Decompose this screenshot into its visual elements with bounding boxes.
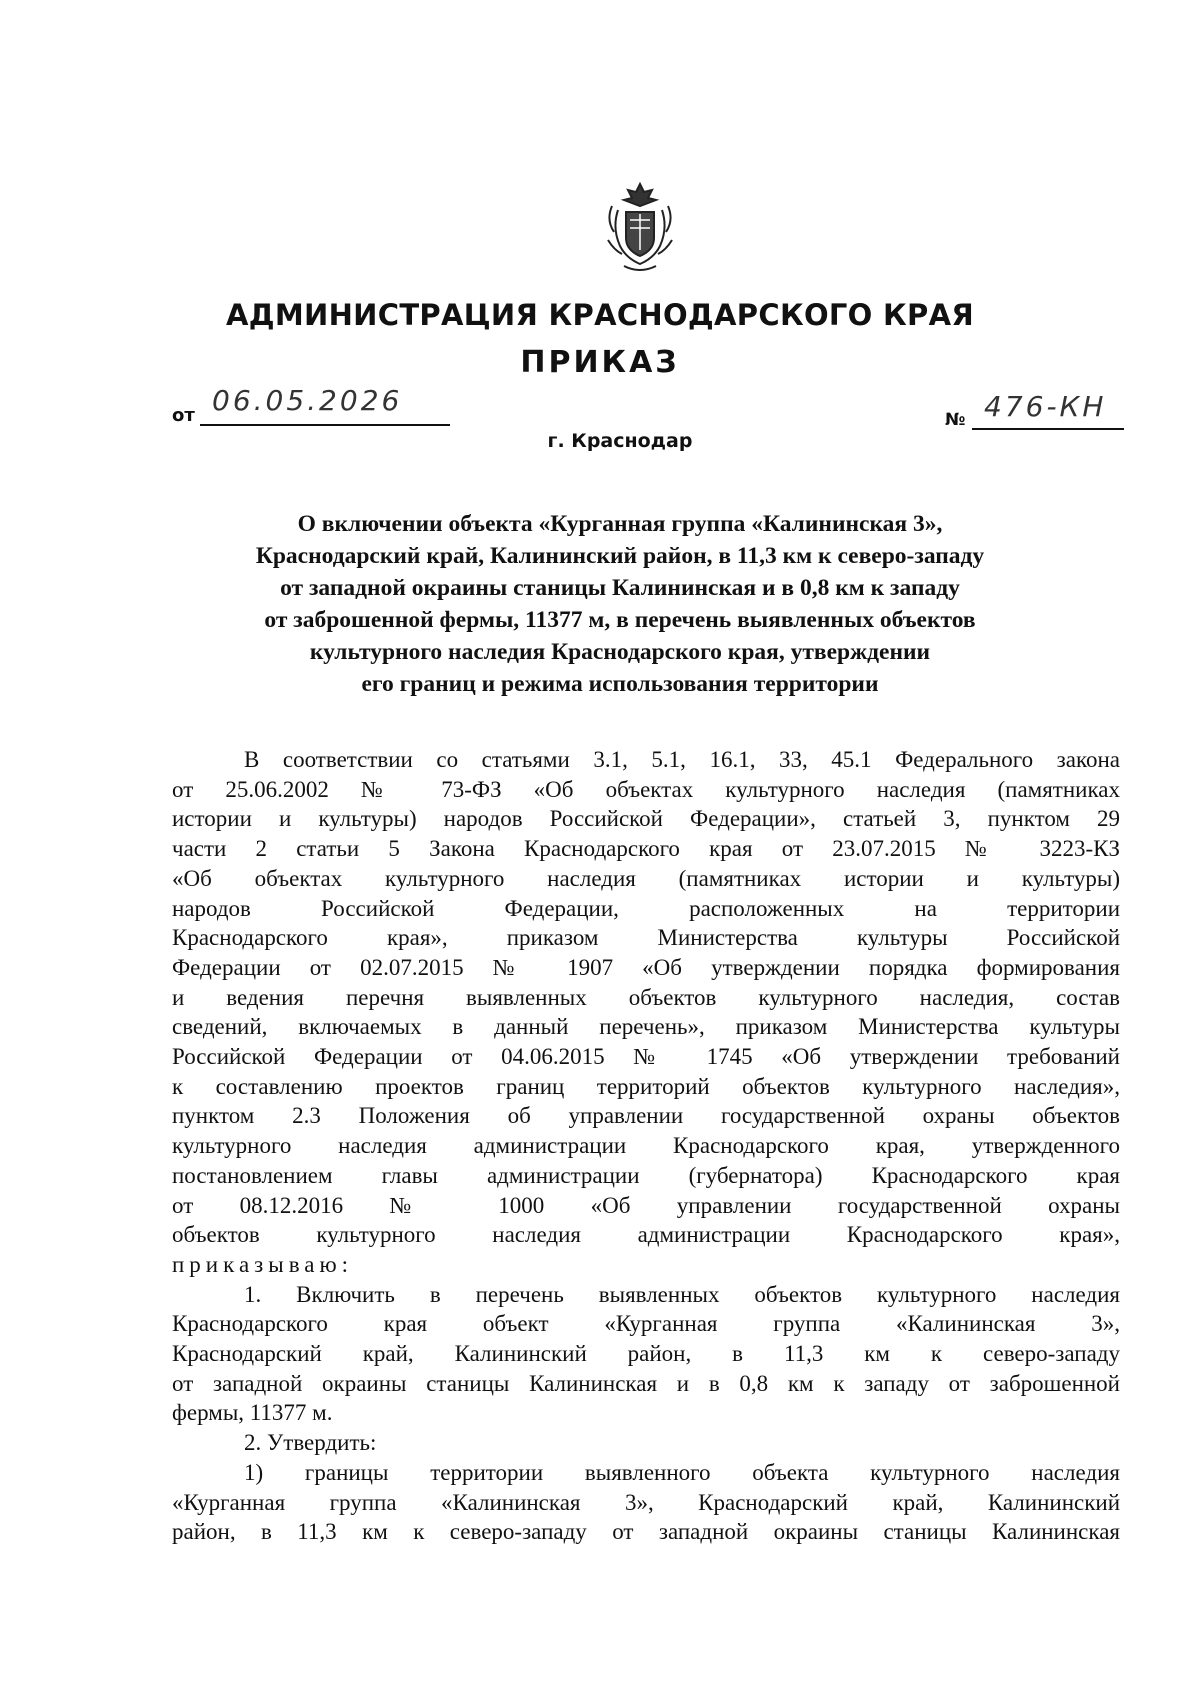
title-line: О включении объекта «Курганная группа «Калининская 3», (297, 511, 943, 537)
coat-of-arms-icon (604, 180, 676, 276)
title-line: от западной окраины станицы Калининская и в 0,8 км к западу (280, 575, 960, 601)
body-line: Краснодарского края объект «Курганная группа «Калининская 3», (172, 1311, 1120, 1337)
title-line: от заброшенной фермы, 11377 м, в перечень выявленных объектов (264, 607, 976, 633)
date-value: 06.05.2026 (212, 384, 403, 417)
title-line: его границ и режима использования территории (361, 671, 879, 697)
body-line: «Об объектах культурного наследия (памятниках истории и культуры) (172, 865, 1120, 891)
body-line: фермы, 11377 м. (172, 1400, 333, 1426)
number-label: № (945, 410, 966, 430)
document-body (172, 745, 1120, 1547)
body-line: 1) границы территории выявленного объекта культурного наследия (244, 1459, 1120, 1485)
body-line: 2. Утвердить: (244, 1430, 377, 1456)
document-title (190, 508, 1050, 700)
body-line-order-word: приказываю: (172, 1251, 354, 1277)
date-label: от (172, 405, 195, 426)
title-line: Краснодарский край, Калининский район, в 11,3 км к северо-западу (255, 543, 985, 569)
document-type: ПРИКАЗ (520, 345, 680, 380)
body-line: сведений, включаемых в данный перечень», приказом Министерства культуры (172, 1014, 1120, 1040)
number-value: 476-КН (984, 390, 1107, 423)
body-line: культурного наследия администрации Краснодарского края, утвержденного (172, 1133, 1120, 1159)
body-line: к составлению проектов границ территорий объектов культурного наследия», (172, 1073, 1120, 1099)
number-field (972, 390, 1124, 430)
city-name: г. Краснодар (547, 430, 693, 452)
body-line: район, в 11,3 км к северо-западу от западной окраины станицы Калининская (172, 1519, 1120, 1545)
body-line: части 2 статьи 5 Закона Краснодарского края от 23.07.2015 № 3223-КЗ (172, 836, 1120, 862)
body-line: пунктом 2.3 Положения об управлении государственной охраны объектов (172, 1103, 1120, 1129)
date-field (200, 384, 450, 426)
body-line: «Курганная группа «Калининская 3», Краснодарский край, Калининский (172, 1489, 1120, 1515)
title-line: культурного наследия Краснодарского края, утверждении (309, 639, 931, 665)
body-line: от западной окраины станицы Калининская и в 0,8 км к западу от заброшенной (172, 1370, 1120, 1396)
body-line: Краснодарский край, Калининский район, в 11,3 км к северо-западу (172, 1341, 1120, 1367)
body-line: Федерации от 02.07.2015 № 1907 «Об утверждении порядка формирования (172, 954, 1120, 980)
body-line: от 25.06.2002 № 73-ФЗ «Об объектах культурного наследия (памятниках (172, 776, 1120, 802)
body-line: 1. Включить в перечень выявленных объектов культурного наследия (244, 1281, 1120, 1307)
body-line: постановлением главы администрации (губернатора) Краснодарского края (172, 1162, 1120, 1188)
body-line: народов Российской Федерации, расположенных на территории (172, 895, 1120, 921)
body-line: Краснодарского края», приказом Министерства культуры Российской (172, 925, 1120, 951)
body-line: и ведения перечня выявленных объектов культурного наследия, состав (172, 984, 1120, 1010)
body-line: Российской Федерации от 04.06.2015 № 1745 «Об утверждении требований (172, 1044, 1120, 1070)
body-line: В соответствии со статьями 3.1, 5.1, 16.1, 33, 45.1 Федерального закона (244, 747, 1120, 772)
body-line: объектов культурного наследия администрации Краснодарского края», (172, 1222, 1120, 1248)
body-line: от 08.12.2016 № 1000 «Об управлении государственной охраны (172, 1192, 1120, 1218)
organization-name: АДМИНИСТРАЦИЯ КРАСНОДАРСКОГО КРАЯ (226, 298, 974, 332)
body-line: истории и культуры) народов Российской Федерации», статьей 3, пунктом 29 (172, 806, 1120, 832)
